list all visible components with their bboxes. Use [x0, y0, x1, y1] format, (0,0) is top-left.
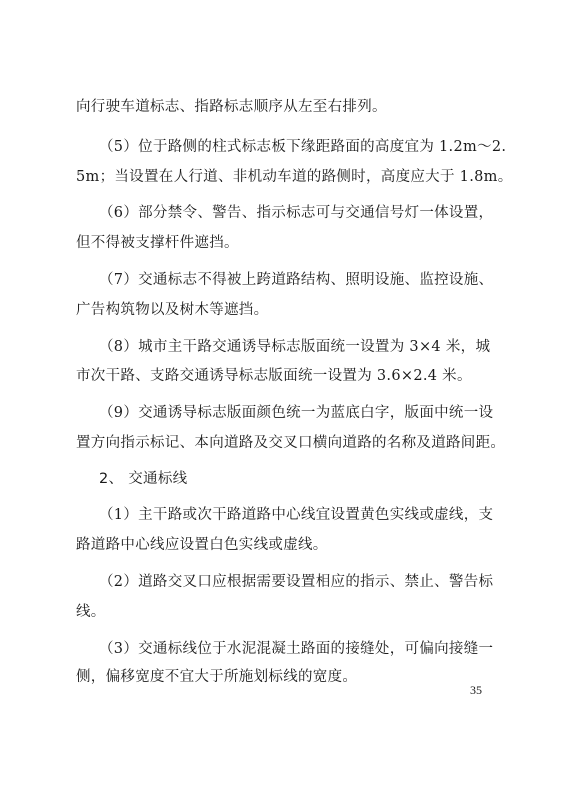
body-text-line: （6）部分禁令、警告、指示标志可与交通信号灯一体设置，	[99, 205, 494, 221]
body-text-line: 但不得被支撑杆件遮挡。	[76, 235, 239, 251]
body-text-line: 市次干路、支路交通诱导标志版面统一设置为 3.6×2.4 米。	[76, 368, 472, 384]
body-text-line: 线。	[76, 604, 106, 620]
body-text-line: 路道路中心线应设置白色实线或虚线。	[76, 537, 328, 553]
body-text-line: 广告构筑物以及树木等遮挡。	[76, 302, 269, 318]
body-text-line: 向行驶车道标志、指路标志顺序从左至右排列。	[76, 99, 387, 115]
section-heading: 2、 交通标线	[99, 471, 188, 487]
body-text-line: （8）城市主干路交通诱导标志版面统一设置为 3×4 米，城	[99, 339, 491, 355]
body-text-line: 侧，偏移宽度不宜大于所施划标线的宽度。	[76, 669, 358, 685]
body-text-line: （2）道路交叉口应根据需要设置相应的指示、禁止、警告标	[99, 574, 494, 590]
body-text-line: （7）交通标志不得被上跨道路结构、照明设施、监控设施、	[99, 272, 494, 288]
body-text-line: （5）位于路侧的柱式标志板下缘距路面的高度宜为 1.2m～2.	[99, 139, 507, 155]
body-text-line: （3）交通标线位于水泥混凝土路面的接缝处，可偏向接缝一	[99, 641, 494, 657]
body-text-line: 5m；当设置在人行道、非机动车道的路侧时，高度应大于 1.8m。	[76, 169, 513, 185]
body-text-line: （9）交通诱导标志版面颜色统一为蓝底白字，版面中统一设	[99, 405, 494, 421]
body-text-line: （1）主干路或次干路道路中心线宜设置黄色实线或虚线，支	[99, 507, 494, 523]
page-number: 35	[470, 683, 482, 697]
body-text-line: 置方向指示标记、本向道路及交叉口横向道路的名称及道路间距。	[76, 435, 506, 451]
